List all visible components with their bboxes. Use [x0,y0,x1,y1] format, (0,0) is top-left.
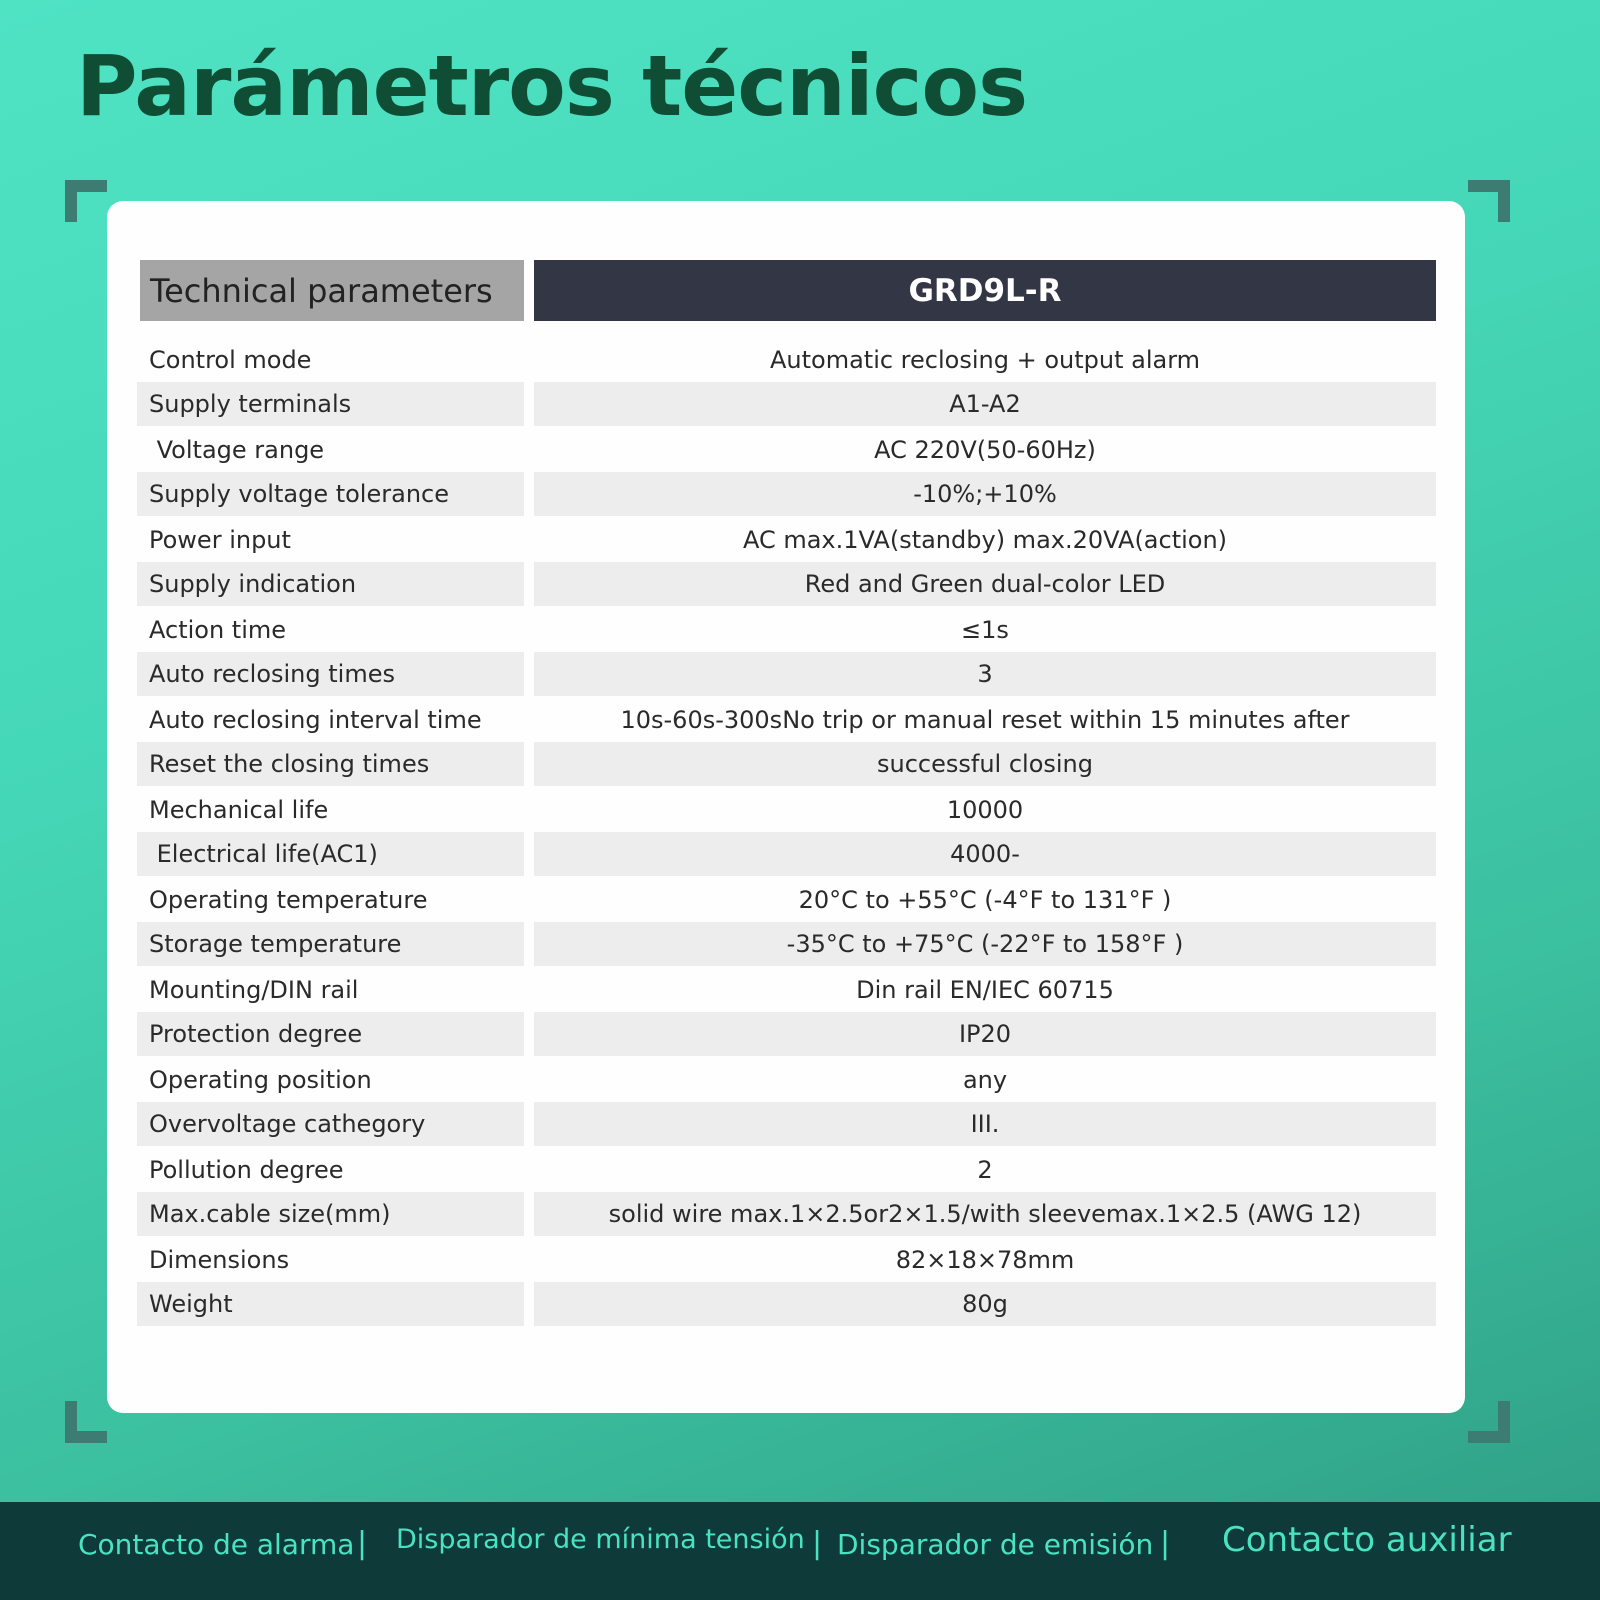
param-label: Supply terminals [137,382,524,426]
param-value: Red and Green dual-color LED [534,562,1436,606]
param-value: IP20 [534,1012,1436,1056]
param-value: III. [534,1102,1436,1146]
param-value: 80g [534,1282,1436,1326]
table-row [137,877,1436,922]
table-row [137,652,1436,697]
param-label: Auto reclosing interval time [149,705,482,734]
param-value: 2 [977,1155,993,1184]
param-label: Weight [137,1282,524,1326]
param-value: 82×18×78mm [895,1245,1075,1274]
spec-table [137,337,1436,1327]
param-label: Mechanical life [149,795,329,824]
param-value: A1-A2 [534,382,1436,426]
corner-bracket-top-left [65,180,107,222]
table-row [137,1012,1436,1057]
param-value: 20°C to +55°C (-4°F to 131°F ) [798,885,1172,914]
footer-bar [0,1502,1600,1600]
table-row [137,517,1436,562]
table-row [137,967,1436,1012]
param-value: AC max.1VA(standby) max.20VA(action) [742,525,1228,554]
param-label: Protection degree [137,1012,524,1056]
param-label: Control mode [149,345,312,374]
param-label: Supply voltage tolerance [137,472,524,516]
table-row [137,1102,1436,1147]
table-header-parameters: Technical parameters [140,260,524,321]
table-row [137,1147,1436,1192]
param-label: Voltage range [149,435,325,464]
table-row [137,922,1436,967]
table-row [137,472,1436,517]
table-row [137,742,1436,787]
param-label: Operating position [149,1065,372,1094]
param-label: Max.cable size(mm) [137,1192,524,1236]
table-row [137,832,1436,877]
footer-link-undervoltage-release[interactable]: Disparador de mínima tensión [396,1524,805,1555]
param-value: ≤1s [961,615,1009,644]
footer-separator: | [357,1526,368,1561]
param-value: 10s-60s-300sNo trip or manual reset within 15 minutes after [620,705,1350,734]
footer-link-auxiliary-contact[interactable]: Contacto auxiliar [1222,1520,1512,1560]
table-row [137,697,1436,742]
param-value: 3 [534,652,1436,696]
param-value: any [962,1065,1008,1094]
footer-separator: | [1160,1526,1171,1561]
table-row [137,337,1436,382]
param-label: Mounting/DIN rail [149,975,359,1004]
footer-separator: | [812,1526,823,1561]
param-value: 10000 [946,795,1024,824]
table-row [137,427,1436,472]
table-header-model: GRD9L-R [534,260,1436,321]
param-value: AC 220V(50-60Hz) [874,435,1096,464]
corner-bracket-bottom-right [1468,1401,1510,1443]
param-label: Operating temperature [149,885,428,914]
param-label: Pollution degree [149,1155,344,1184]
table-row [137,1282,1436,1327]
param-label: Dimensions [149,1245,290,1274]
table-row [137,607,1436,652]
param-value: solid wire max.1×2.5or2×1.5/with sleevemax.1×2.5 (AWG 12) [534,1192,1436,1236]
param-label: Overvoltage cathegory [137,1102,524,1146]
param-label: Auto reclosing times [137,652,524,696]
page-title: Parámetros técnicos [76,37,1028,135]
param-value: -10%;+10% [534,472,1436,516]
table-row [137,1192,1436,1237]
param-label: Reset the closing times [137,742,524,786]
param-label: Power input [149,525,291,554]
param-label: Electrical life(AC1) [137,832,524,876]
footer-link-shunt-release[interactable]: Disparador de emisión [837,1528,1154,1561]
corner-bracket-top-right [1468,180,1510,222]
table-row [137,562,1436,607]
footer-link-alarm-contact[interactable]: Contacto de alarma [78,1528,355,1561]
param-value: Din rail EN/IEC 60715 [856,975,1114,1004]
param-label: Action time [149,615,287,644]
param-label: Storage temperature [137,922,524,966]
table-row [137,787,1436,832]
param-value: 4000- [534,832,1436,876]
corner-bracket-bottom-left [65,1401,107,1443]
table-row [137,382,1436,427]
param-value: Automatic reclosing + output alarm [769,345,1201,374]
param-label: Supply indication [137,562,524,606]
table-row [137,1057,1436,1102]
param-value: successful closing [534,742,1436,786]
param-value: -35°C to +75°C (-22°F to 158°F ) [534,922,1436,966]
table-row [137,1237,1436,1282]
